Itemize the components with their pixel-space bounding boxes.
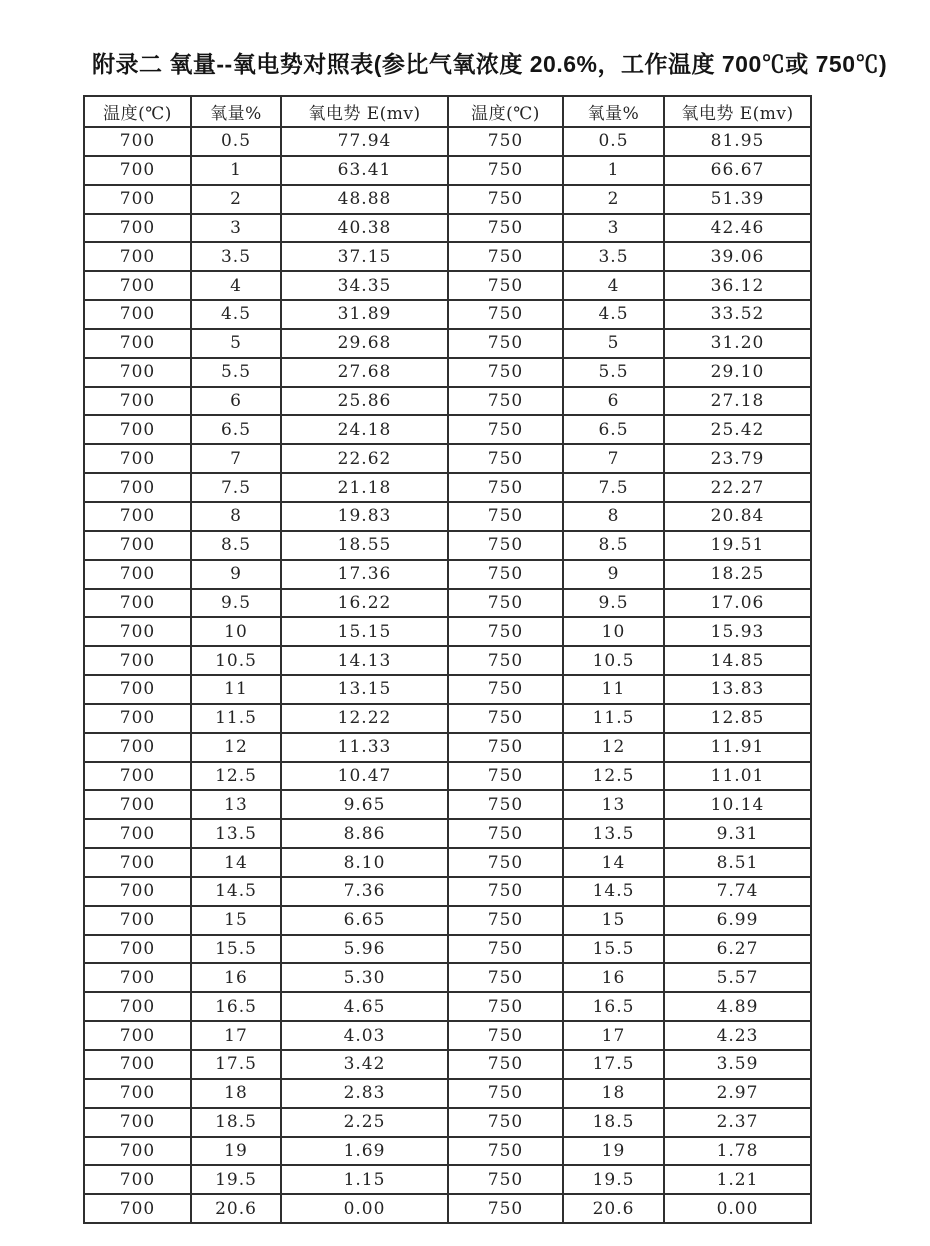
table-cell: 7.36 <box>281 877 448 906</box>
table-cell: 15 <box>563 906 664 935</box>
table-row <box>84 358 811 387</box>
table-row <box>84 185 811 214</box>
table-cell: 27.18 <box>664 387 811 416</box>
table-cell: 14 <box>563 848 664 877</box>
table-cell: 27.68 <box>281 358 448 387</box>
table-cell: 31.20 <box>664 329 811 358</box>
table-cell: 13.5 <box>191 819 281 848</box>
table-cell: 1.69 <box>281 1137 448 1166</box>
table-cell: 700 <box>84 935 191 964</box>
table-cell: 750 <box>448 733 563 762</box>
table-cell: 4.65 <box>281 992 448 1021</box>
table-cell: 9.5 <box>191 589 281 618</box>
table-cell: 750 <box>448 1137 563 1166</box>
table-cell: 750 <box>448 214 563 243</box>
table-cell: 8.5 <box>191 531 281 560</box>
table-cell: 750 <box>448 271 563 300</box>
table-cell: 17.36 <box>281 560 448 589</box>
table-cell: 700 <box>84 387 191 416</box>
table-cell: 700 <box>84 1021 191 1050</box>
table-cell: 7 <box>563 444 664 473</box>
col-header-temperature-750: 温度(℃) <box>448 96 563 127</box>
table-row <box>84 819 811 848</box>
table-cell: 2 <box>563 185 664 214</box>
table-cell: 6.65 <box>281 906 448 935</box>
table-cell: 14.5 <box>191 877 281 906</box>
table-cell: 0.00 <box>664 1194 811 1223</box>
table-cell: 40.38 <box>281 214 448 243</box>
table-cell: 750 <box>448 617 563 646</box>
table-row <box>84 848 811 877</box>
table-cell: 16 <box>191 963 281 992</box>
table-cell: 8.51 <box>664 848 811 877</box>
table-cell: 750 <box>448 415 563 444</box>
table-cell: 5.5 <box>191 358 281 387</box>
table-cell: 29.68 <box>281 329 448 358</box>
page-title: 附录二 氧量--氧电势对照表(参比气氧浓度 20.6%，工作温度 700℃或 750℃) <box>92 51 888 77</box>
table-cell: 700 <box>84 1194 191 1223</box>
table-cell: 9.5 <box>563 589 664 618</box>
table-cell: 4.03 <box>281 1021 448 1050</box>
table-cell: 750 <box>448 242 563 271</box>
table-row <box>84 156 811 185</box>
table-cell: 700 <box>84 906 191 935</box>
table-cell: 10.5 <box>563 646 664 675</box>
table-cell: 81.95 <box>664 127 811 156</box>
table-cell: 8.86 <box>281 819 448 848</box>
table-cell: 700 <box>84 329 191 358</box>
table-cell: 750 <box>448 560 563 589</box>
table-cell: 6.27 <box>664 935 811 964</box>
table-cell: 11.33 <box>281 733 448 762</box>
table-cell: 48.88 <box>281 185 448 214</box>
table-cell: 16.5 <box>563 992 664 1021</box>
table-body <box>84 127 811 1223</box>
table-cell: 15.5 <box>563 935 664 964</box>
table-row <box>84 1021 811 1050</box>
table-cell: 700 <box>84 877 191 906</box>
table-cell: 700 <box>84 589 191 618</box>
col-header-oxygen-potential-700: 氧电势 E(mv) <box>281 96 448 127</box>
table-cell: 4.5 <box>563 300 664 329</box>
table-cell: 700 <box>84 1108 191 1137</box>
table-header <box>84 96 811 127</box>
table-row <box>84 1194 811 1223</box>
table-cell: 8.10 <box>281 848 448 877</box>
table-cell: 4.89 <box>664 992 811 1021</box>
table-cell: 11 <box>191 675 281 704</box>
table-cell: 17.5 <box>563 1050 664 1079</box>
table-cell: 1 <box>191 156 281 185</box>
table-cell: 20.84 <box>664 502 811 531</box>
table-cell: 5.96 <box>281 935 448 964</box>
table-cell: 13 <box>191 790 281 819</box>
table-row <box>84 1050 811 1079</box>
table-cell: 29.10 <box>664 358 811 387</box>
table-cell: 700 <box>84 300 191 329</box>
table-cell: 11.01 <box>664 762 811 791</box>
table-cell: 700 <box>84 214 191 243</box>
table-row <box>84 415 811 444</box>
table-row <box>84 531 811 560</box>
table-cell: 0.5 <box>563 127 664 156</box>
table-cell: 13.83 <box>664 675 811 704</box>
table-cell: 33.52 <box>664 300 811 329</box>
table-cell: 12 <box>563 733 664 762</box>
table-cell: 25.42 <box>664 415 811 444</box>
table-cell: 700 <box>84 156 191 185</box>
table-cell: 750 <box>448 329 563 358</box>
table-cell: 4 <box>563 271 664 300</box>
table-cell: 77.94 <box>281 127 448 156</box>
table-cell: 23.79 <box>664 444 811 473</box>
table-row <box>84 906 811 935</box>
table-cell: 750 <box>448 704 563 733</box>
table-row <box>84 444 811 473</box>
table-cell: 12.85 <box>664 704 811 733</box>
table-row <box>84 1108 811 1137</box>
table-cell: 750 <box>448 185 563 214</box>
table-cell: 37.15 <box>281 242 448 271</box>
table-cell: 700 <box>84 531 191 560</box>
table-cell: 11.5 <box>563 704 664 733</box>
table-cell: 700 <box>84 502 191 531</box>
table-row <box>84 963 811 992</box>
table-cell: 14.13 <box>281 646 448 675</box>
table-row <box>84 762 811 791</box>
table-cell: 5 <box>191 329 281 358</box>
table-cell: 700 <box>84 848 191 877</box>
table-cell: 15 <box>191 906 281 935</box>
table-cell: 1.78 <box>664 1137 811 1166</box>
table-cell: 700 <box>84 271 191 300</box>
table-cell: 10 <box>191 617 281 646</box>
table-cell: 4.5 <box>191 300 281 329</box>
table-cell: 750 <box>448 1050 563 1079</box>
table-cell: 700 <box>84 646 191 675</box>
table-cell: 22.62 <box>281 444 448 473</box>
table-cell: 750 <box>448 531 563 560</box>
table-cell: 3.42 <box>281 1050 448 1079</box>
table-cell: 11 <box>563 675 664 704</box>
table-cell: 700 <box>84 992 191 1021</box>
table-cell: 51.39 <box>664 185 811 214</box>
table-row <box>84 242 811 271</box>
table-cell: 17.06 <box>664 589 811 618</box>
table-cell: 14.5 <box>563 877 664 906</box>
table-cell: 750 <box>448 156 563 185</box>
table-row <box>84 473 811 502</box>
table-cell: 700 <box>84 242 191 271</box>
table-cell: 750 <box>448 444 563 473</box>
table-cell: 700 <box>84 444 191 473</box>
table-cell: 700 <box>84 762 191 791</box>
table-cell: 12.22 <box>281 704 448 733</box>
table-cell: 16.22 <box>281 589 448 618</box>
table-cell: 6 <box>563 387 664 416</box>
table-row <box>84 589 811 618</box>
table-cell: 0.5 <box>191 127 281 156</box>
table-cell: 9.31 <box>664 819 811 848</box>
table-cell: 750 <box>448 762 563 791</box>
table-cell: 700 <box>84 675 191 704</box>
table-cell: 19.51 <box>664 531 811 560</box>
table-row <box>84 271 811 300</box>
table-cell: 18 <box>191 1079 281 1108</box>
oxygen-potential-table <box>83 95 812 1224</box>
table-cell: 16 <box>563 963 664 992</box>
table-cell: 700 <box>84 819 191 848</box>
table-cell: 750 <box>448 300 563 329</box>
table-cell: 63.41 <box>281 156 448 185</box>
table-row <box>84 675 811 704</box>
col-header-temperature-700: 温度(℃) <box>84 96 191 127</box>
table-cell: 7.74 <box>664 877 811 906</box>
table-cell: 2.97 <box>664 1079 811 1108</box>
table-cell: 17 <box>563 1021 664 1050</box>
table-cell: 18.55 <box>281 531 448 560</box>
table-cell: 8.5 <box>563 531 664 560</box>
table-row <box>84 560 811 589</box>
table-cell: 6.5 <box>563 415 664 444</box>
table-cell: 15.5 <box>191 935 281 964</box>
table-cell: 700 <box>84 790 191 819</box>
table-cell: 12.5 <box>563 762 664 791</box>
table-cell: 3.59 <box>664 1050 811 1079</box>
table-cell: 700 <box>84 617 191 646</box>
table-cell: 2.25 <box>281 1108 448 1137</box>
table-cell: 2.37 <box>664 1108 811 1137</box>
table-cell: 750 <box>448 935 563 964</box>
table-row <box>84 704 811 733</box>
table-cell: 13.5 <box>563 819 664 848</box>
table-cell: 5.57 <box>664 963 811 992</box>
table-cell: 700 <box>84 127 191 156</box>
table-cell: 9.65 <box>281 790 448 819</box>
table-cell: 750 <box>448 963 563 992</box>
table-cell: 750 <box>448 1194 563 1223</box>
table-cell: 19.5 <box>563 1165 664 1194</box>
table-cell: 6.5 <box>191 415 281 444</box>
table-cell: 750 <box>448 877 563 906</box>
table-cell: 1 <box>563 156 664 185</box>
table-cell: 19 <box>563 1137 664 1166</box>
table-row <box>84 733 811 762</box>
table-cell: 750 <box>448 906 563 935</box>
table-cell: 750 <box>448 848 563 877</box>
table-row <box>84 617 811 646</box>
table-cell: 700 <box>84 733 191 762</box>
table-cell: 18.25 <box>664 560 811 589</box>
table-cell: 3 <box>563 214 664 243</box>
table-cell: 750 <box>448 1079 563 1108</box>
table-cell: 5.5 <box>563 358 664 387</box>
table-cell: 11.91 <box>664 733 811 762</box>
table-cell: 6.99 <box>664 906 811 935</box>
table-cell: 750 <box>448 992 563 1021</box>
table-cell: 7 <box>191 444 281 473</box>
table-cell: 25.86 <box>281 387 448 416</box>
table-cell: 22.27 <box>664 473 811 502</box>
table-cell: 39.06 <box>664 242 811 271</box>
table-cell: 700 <box>84 1079 191 1108</box>
table-cell: 750 <box>448 1021 563 1050</box>
table-cell: 750 <box>448 819 563 848</box>
table-cell: 13 <box>563 790 664 819</box>
table-cell: 15.93 <box>664 617 811 646</box>
table-cell: 750 <box>448 502 563 531</box>
table-cell: 13.15 <box>281 675 448 704</box>
col-header-oxygen-potential-750: 氧电势 E(mv) <box>664 96 811 127</box>
table-cell: 18 <box>563 1079 664 1108</box>
table-cell: 750 <box>448 1108 563 1137</box>
table-row <box>84 935 811 964</box>
table-row <box>84 790 811 819</box>
table-row <box>84 300 811 329</box>
table-cell: 750 <box>448 358 563 387</box>
table-cell: 12.5 <box>191 762 281 791</box>
table-cell: 14.85 <box>664 646 811 675</box>
table-cell: 7.5 <box>563 473 664 502</box>
table-cell: 700 <box>84 473 191 502</box>
table-cell: 750 <box>448 473 563 502</box>
table-cell: 15.15 <box>281 617 448 646</box>
table-cell: 700 <box>84 358 191 387</box>
table-row <box>84 387 811 416</box>
table-cell: 0.00 <box>281 1194 448 1223</box>
table-cell: 750 <box>448 1165 563 1194</box>
table-cell: 16.5 <box>191 992 281 1021</box>
col-header-oxygen-content-700: 氧量% <box>191 96 281 127</box>
table-cell: 4 <box>191 271 281 300</box>
table-row <box>84 992 811 1021</box>
table-row <box>84 1079 811 1108</box>
table-cell: 10.47 <box>281 762 448 791</box>
table-cell: 3.5 <box>563 242 664 271</box>
table-cell: 750 <box>448 589 563 618</box>
table-cell: 1.15 <box>281 1165 448 1194</box>
table-cell: 8 <box>563 502 664 531</box>
table-cell: 31.89 <box>281 300 448 329</box>
table-cell: 24.18 <box>281 415 448 444</box>
table-cell: 9 <box>191 560 281 589</box>
table-cell: 7.5 <box>191 473 281 502</box>
table-cell: 700 <box>84 415 191 444</box>
table-cell: 66.67 <box>664 156 811 185</box>
col-header-oxygen-content-750: 氧量% <box>563 96 664 127</box>
table-cell: 700 <box>84 1165 191 1194</box>
table-cell: 700 <box>84 560 191 589</box>
table-cell: 700 <box>84 704 191 733</box>
table-cell: 19.83 <box>281 502 448 531</box>
table-row <box>84 329 811 358</box>
table-cell: 18.5 <box>563 1108 664 1137</box>
table-cell: 10.14 <box>664 790 811 819</box>
table-cell: 750 <box>448 675 563 704</box>
table-row <box>84 877 811 906</box>
table-cell: 3.5 <box>191 242 281 271</box>
table-cell: 1.21 <box>664 1165 811 1194</box>
table-cell: 750 <box>448 127 563 156</box>
table-cell: 34.35 <box>281 271 448 300</box>
table-cell: 11.5 <box>191 704 281 733</box>
table-cell: 700 <box>84 185 191 214</box>
table-cell: 10 <box>563 617 664 646</box>
table-header-row <box>84 96 811 127</box>
table-cell: 42.46 <box>664 214 811 243</box>
table-row <box>84 127 811 156</box>
table-cell: 21.18 <box>281 473 448 502</box>
table-cell: 5 <box>563 329 664 358</box>
table-cell: 5.30 <box>281 963 448 992</box>
table-cell: 20.6 <box>191 1194 281 1223</box>
table-cell: 2.83 <box>281 1079 448 1108</box>
table-cell: 700 <box>84 1050 191 1079</box>
table-cell: 8 <box>191 502 281 531</box>
table-cell: 20.6 <box>563 1194 664 1223</box>
table-cell: 36.12 <box>664 271 811 300</box>
table-cell: 6 <box>191 387 281 416</box>
table-row <box>84 646 811 675</box>
table-row <box>84 502 811 531</box>
table-row <box>84 1137 811 1166</box>
table-row <box>84 214 811 243</box>
table-cell: 2 <box>191 185 281 214</box>
table-cell: 700 <box>84 963 191 992</box>
table-cell: 4.23 <box>664 1021 811 1050</box>
table-cell: 14 <box>191 848 281 877</box>
table-cell: 750 <box>448 646 563 675</box>
table-cell: 19.5 <box>191 1165 281 1194</box>
table-cell: 9 <box>563 560 664 589</box>
table-cell: 18.5 <box>191 1108 281 1137</box>
table-cell: 12 <box>191 733 281 762</box>
table-cell: 750 <box>448 387 563 416</box>
table-cell: 700 <box>84 1137 191 1166</box>
table-cell: 19 <box>191 1137 281 1166</box>
table-row <box>84 1165 811 1194</box>
table-cell: 750 <box>448 790 563 819</box>
table-cell: 17.5 <box>191 1050 281 1079</box>
table-cell: 3 <box>191 214 281 243</box>
table-cell: 10.5 <box>191 646 281 675</box>
table-cell: 17 <box>191 1021 281 1050</box>
